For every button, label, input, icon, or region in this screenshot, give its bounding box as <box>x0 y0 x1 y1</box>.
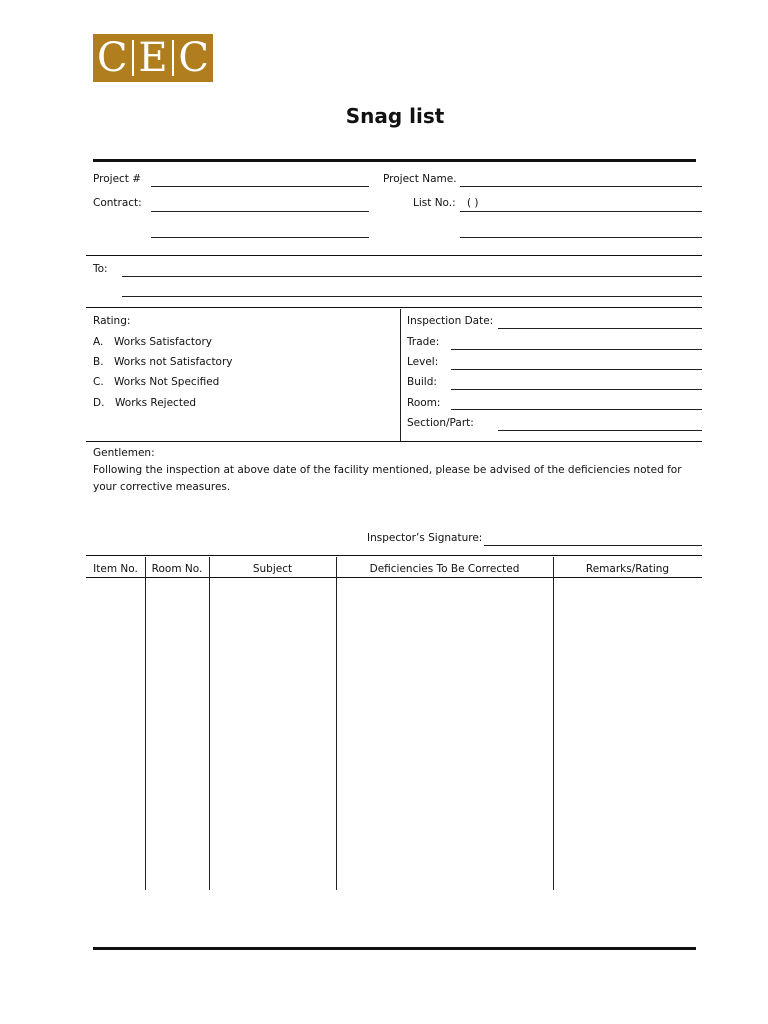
to-label: To: <box>93 263 108 275</box>
signature-field[interactable] <box>484 545 702 546</box>
project-name-field[interactable] <box>460 186 702 187</box>
list-number-field[interactable] <box>460 211 702 212</box>
room-label: Room: <box>407 397 441 409</box>
column-header-subject: Subject <box>252 563 293 575</box>
list-number-value: ( ) <box>467 197 479 209</box>
table-column-divider <box>553 557 554 890</box>
rating-label: Rating: <box>93 315 131 327</box>
column-header-room-no: Room No. <box>151 563 203 575</box>
project-number-label: Project # <box>93 173 142 185</box>
list-number-field-line2[interactable] <box>460 237 702 238</box>
logo-letter: C <box>178 35 209 81</box>
table-column-divider <box>336 557 337 890</box>
list-number-label: List No.: <box>413 197 456 209</box>
company-logo <box>93 34 213 82</box>
project-number-field[interactable] <box>151 186 369 187</box>
rating-option-letter: C. <box>93 376 104 388</box>
table-header-rule <box>86 577 702 578</box>
inspection-date-label: Inspection Date: <box>407 315 494 327</box>
section-divider <box>86 441 702 442</box>
rating-option-letter: A. <box>93 336 104 348</box>
rating-option-text: Works not Satisfactory <box>114 356 233 368</box>
section-divider <box>86 307 702 308</box>
table-column-divider <box>209 557 210 890</box>
trade-label: Trade: <box>407 336 440 348</box>
trade-field[interactable] <box>451 349 702 350</box>
letter-body: Following the inspection at above date of the facility mentioned, please be advised of the deficiencies noted for your corrective measures. <box>93 464 682 493</box>
table-top-rule <box>86 555 702 556</box>
contract-field[interactable] <box>151 211 369 212</box>
level-field[interactable] <box>451 369 702 370</box>
column-header-item-no: Item No. <box>93 563 138 575</box>
rating-option-letter: B. <box>93 356 104 368</box>
top-rule <box>93 159 696 162</box>
rating-option-text: Works Not Specified <box>114 376 220 388</box>
rating-option-letter: D. <box>93 397 105 409</box>
rating-inspection-divider <box>400 309 401 442</box>
table-column-divider <box>145 557 146 890</box>
build-label: Build: <box>407 376 437 388</box>
to-field-line2[interactable] <box>122 296 702 297</box>
bottom-rule <box>93 947 696 950</box>
rating-option-text: Works Satisfactory <box>114 336 212 348</box>
section-part-label: Section/Part: <box>407 417 474 429</box>
to-field[interactable] <box>122 276 702 277</box>
logo-letter: C <box>97 35 128 81</box>
column-header-deficiencies: Deficiencies To Be Corrected <box>369 563 520 575</box>
salutation: Gentlemen: <box>93 447 155 459</box>
signature-label: Inspector’s Signature: <box>367 532 483 544</box>
project-name-label: Project Name. <box>383 173 457 185</box>
column-header-remarks: Remarks/Rating <box>585 563 670 575</box>
inspection-date-field[interactable] <box>498 328 702 329</box>
contract-field-line2[interactable] <box>151 237 369 238</box>
section-part-field[interactable] <box>498 430 702 431</box>
contract-label: Contract: <box>93 197 142 209</box>
level-label: Level: <box>407 356 439 368</box>
room-field[interactable] <box>451 409 702 410</box>
section-divider <box>86 255 702 256</box>
build-field[interactable] <box>451 389 702 390</box>
page-title: Snag list <box>345 104 445 128</box>
rating-option-text: Works Rejected <box>115 397 197 409</box>
logo-letter: E <box>138 35 168 81</box>
